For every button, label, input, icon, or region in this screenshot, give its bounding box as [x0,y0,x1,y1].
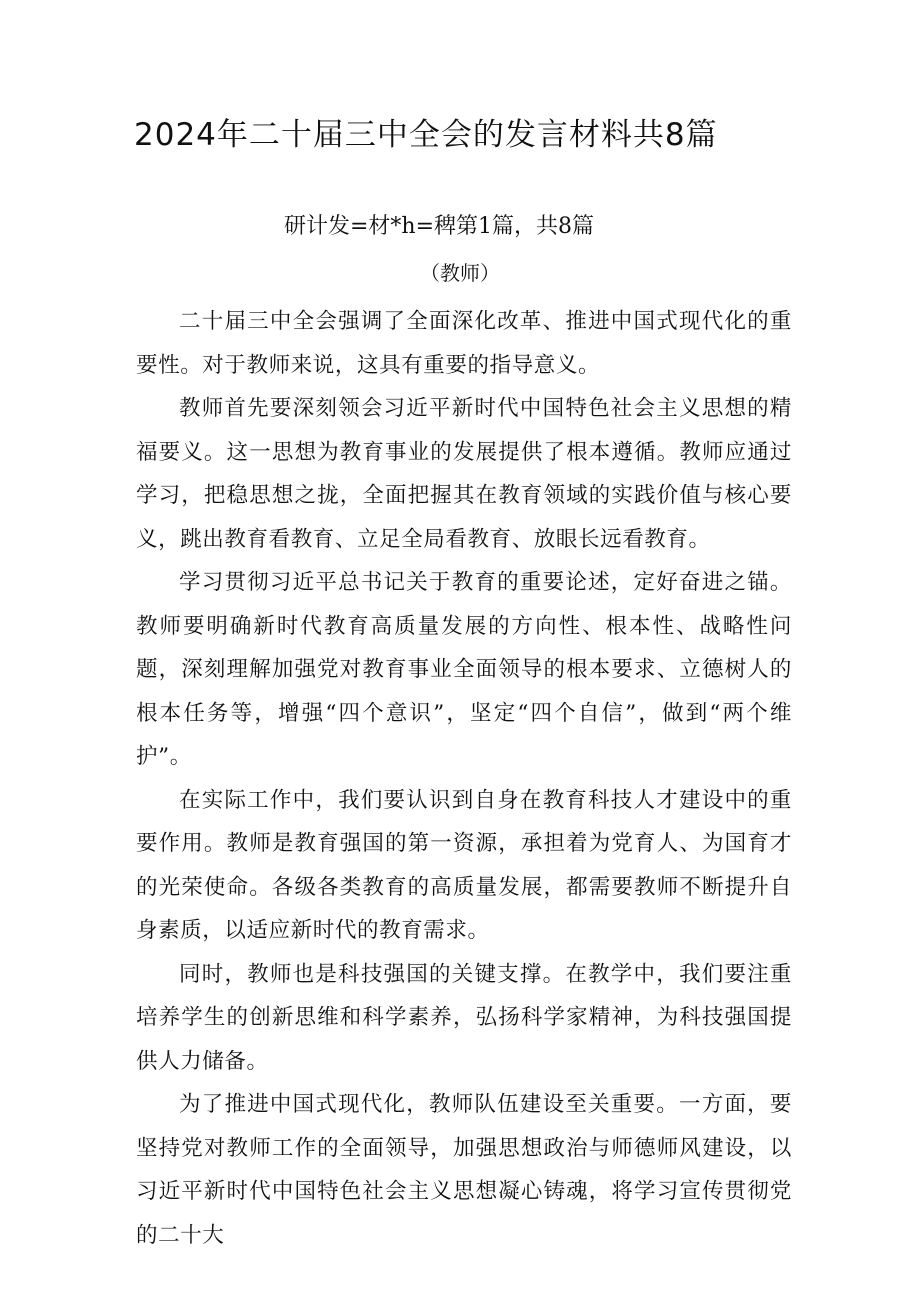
paragraph: 学习贯彻习近平总书记关于教育的重要论述，定好奋进之锚。教师要明确新时代教育高质量发展的方向性、根本性、战略性问题，深刻理解加强党对教育事业全面领导的根本要求、立德树人的根本任务等，增强“四个意识”，坚定“四个自信”，做到“两个维护”。 [136,570,792,769]
paragraph: 同时，教师也是科技强国的关键支撑。在教学中，我们要注重培养学生的创新思维和科学素养，弘扬科学家精神，为科技强国提供人力储备。 [136,961,792,1074]
document-title: 2024年二十届三中全会的发言材料共8篇 [134,117,718,153]
paragraph: 为了推进中国式现代化，教师队伍建设至关重要。一方面，要坚持党对教师工作的全面领导，加强思想政治与师德师风建设，以习近平新时代中国特色社会主义思想凝心铸魂，将学习宣传贯彻党的二十大 [136,1092,792,1248]
paragraph: 二十届三中全会强调了全面深化改革、推进中国式现代化的重要性。对于教师来说，这具有重要的指导意义。 [136,309,792,378]
document-subtitle: 研计发=材*h=稗第1篇，共8篇 [284,214,595,239]
paragraph: 教师首先要深刻领会习近平新时代中国特色社会主义思想的精福要义。这一思想为教育事业的发展提供了根本遵循。教师应通过学习，把稳思想之拢，全面把握其在教育领域的实践价值与核心要义，跳出教育看教育、立足全局看教育、放眼长远看教育。 [136,396,792,552]
paragraph: 在实际工作中，我们要认识到自身在教育科技人才建设中的重要作用。教师是教育强国的第一资源，承担着为党育人、为国育才的光荣使命。各级各类教育的高质量发展，都需要教师不断提升自身素质，以适应新时代的教育需求。 [136,787,792,943]
author-role: （教师） [420,261,500,285]
document-body [136,300,792,1257]
